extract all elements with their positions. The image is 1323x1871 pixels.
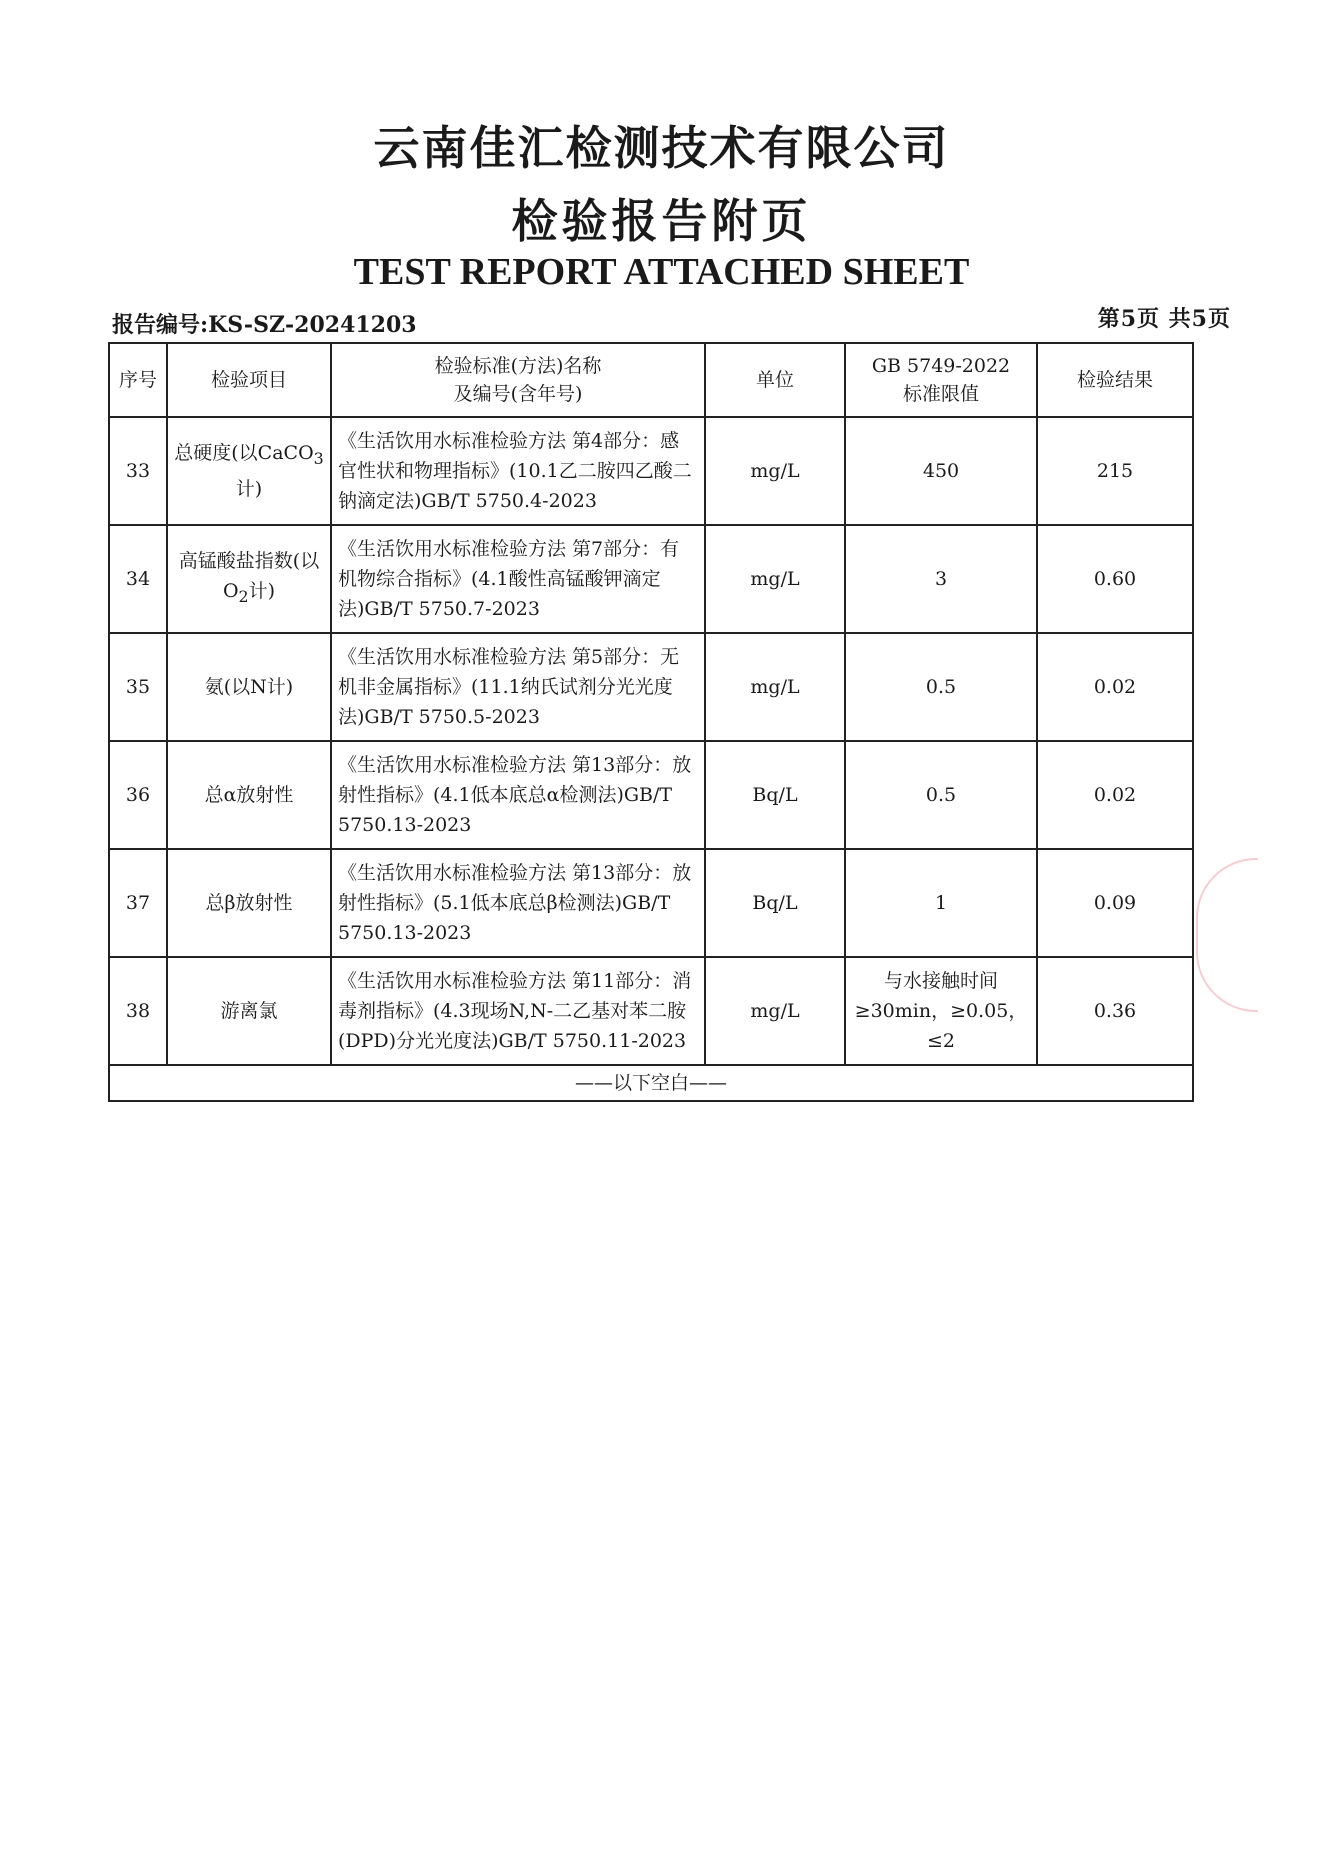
item-tail: 计): [235, 477, 263, 500]
item-main: 氨(以N计): [204, 676, 294, 698]
cell-item: [167, 741, 331, 849]
blank-note-row: [109, 1065, 1193, 1101]
table-row: [109, 957, 1193, 1065]
cell-limit: 1: [845, 849, 1037, 957]
item-main: 总β放射性: [205, 892, 293, 914]
cell-seq: 33: [109, 417, 167, 525]
header-method-line2: 及编号(含年号): [453, 383, 583, 405]
cell-seq: 34: [109, 525, 167, 633]
cell-seq: 37: [109, 849, 167, 957]
cell-seq: 35: [109, 633, 167, 741]
cell-unit: mg/L: [705, 633, 845, 741]
header-unit: 单位: [705, 343, 845, 417]
cell-limit: 0.5: [845, 633, 1037, 741]
cell-limit: 0.5: [845, 741, 1037, 849]
cell-result: 0.36: [1037, 957, 1193, 1065]
cell-method: 《生活饮用水标准检验方法 第7部分：有机物综合指标》(4.1酸性高锰酸钾滴定法)GB/T 5750.7-2023: [331, 525, 705, 633]
header-method-line1: 检验标准(方法)名称: [434, 355, 602, 377]
header-item: 检验项目: [167, 343, 331, 417]
company-name: 云南佳汇检测技术有限公司: [373, 121, 950, 175]
header-limit: [845, 343, 1037, 417]
header-limit-line2: 标准限值: [902, 383, 979, 405]
cell-limit: 与水接触时间≥30min，≥0.05，≤2: [845, 957, 1037, 1065]
table-row: [109, 849, 1193, 957]
table-row: [109, 633, 1193, 741]
cell-item: [167, 633, 331, 741]
cell-result: 0.02: [1037, 741, 1193, 849]
cell-unit: Bq/L: [705, 741, 845, 849]
cell-result: 0.09: [1037, 849, 1193, 957]
cell-item: [167, 525, 331, 633]
cell-method: 《生活饮用水标准检验方法 第4部分：感官性状和物理指标》(10.1乙二胺四乙酸二钠滴定法)GB/T 5750.4-2023: [331, 417, 705, 525]
english-title: TEST REPORT ATTACHED SHEET: [353, 251, 970, 293]
cell-method: 《生活饮用水标准检验方法 第11部分：消毒剂指标》(4.3现场N,N-二乙基对苯二胺(DPD)分光光度法)GB/T 5750.11-2023: [331, 957, 705, 1065]
item-subscript: 3: [313, 448, 324, 468]
cell-unit: mg/L: [705, 417, 845, 525]
cell-method: 《生活饮用水标准检验方法 第13部分：放射性指标》(4.1低本底总α检测法)GB/T 5750.13-2023: [331, 741, 705, 849]
report-number: 报告编号:KS-SZ-20241203: [112, 312, 417, 338]
header-seq: 序号: [109, 343, 167, 417]
cell-limit: 3: [845, 525, 1037, 633]
cell-item: [167, 957, 331, 1065]
cell-result: 215: [1037, 417, 1193, 525]
item-main: 游离氯: [220, 1000, 278, 1022]
table-row: [109, 417, 1193, 525]
page-indicator: 第5页 共5页: [1097, 306, 1231, 332]
item-main: 总α放射性: [204, 784, 294, 806]
item-tail: 计): [248, 580, 276, 603]
cell-result: 0.02: [1037, 633, 1193, 741]
cell-limit: 450: [845, 417, 1037, 525]
table-row: [109, 525, 1193, 633]
header-limit-line1: GB 5749-2022: [871, 355, 1011, 377]
cell-method: 《生活饮用水标准检验方法 第5部分：无机非金属指标》(11.1纳氏试剂分光光度法)GB/T 5750.5-2023: [331, 633, 705, 741]
cell-unit: mg/L: [705, 525, 845, 633]
cell-seq: 38: [109, 957, 167, 1065]
item-main: 总硬度(以CaCO: [174, 442, 314, 465]
cell-item: [167, 417, 331, 525]
cell-result: 0.60: [1037, 525, 1193, 633]
header-method: [331, 343, 705, 417]
report-subtitle: 检验报告附页: [511, 194, 812, 248]
item-main: 高锰酸盐指数(以O: [178, 550, 320, 603]
cell-unit: mg/L: [705, 957, 845, 1065]
cell-method: 《生活饮用水标准检验方法 第13部分：放射性指标》(5.1低本底总β检测法)GB/T 5750.13-2023: [331, 849, 705, 957]
table-row: [109, 741, 1193, 849]
seal-stamp: [1196, 858, 1258, 1012]
cell-seq: 36: [109, 741, 167, 849]
header-result: 检验结果: [1037, 343, 1193, 417]
item-subscript: 2: [238, 586, 249, 606]
blank-note: ——以下空白——: [109, 1065, 1193, 1101]
test-results-table: [108, 342, 1194, 1102]
cell-unit: Bq/L: [705, 849, 845, 957]
table-header-row: [109, 343, 1193, 417]
cell-item: [167, 849, 331, 957]
